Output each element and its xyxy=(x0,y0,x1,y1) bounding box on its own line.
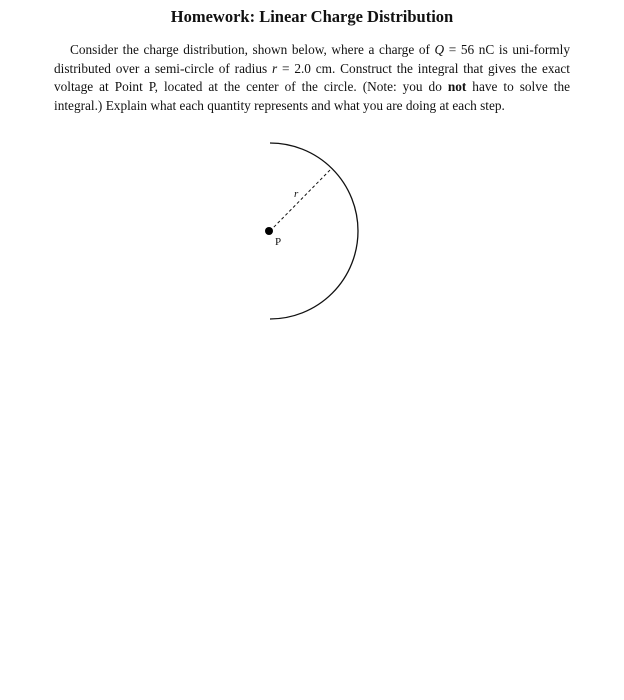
problem-text-part2: have to solve the integral.) Explain what each quantity represents and what you are doing at each step. xyxy=(54,79,570,113)
radius-symbol: r xyxy=(272,60,278,76)
point-label: P xyxy=(275,236,282,248)
radius-line xyxy=(270,168,332,231)
page-title: Homework: Linear Charge Distribution xyxy=(170,7,454,26)
charge-value: = 56 nC is uni-formly distributed over a semi-circle of radius xyxy=(54,42,570,76)
problem-text-part1: Consider the charge distribution, shown below, where a charge of xyxy=(70,42,435,57)
radius-label: r xyxy=(294,188,299,200)
charge-symbol: Q xyxy=(434,42,445,57)
semicircle-arc xyxy=(270,143,358,319)
emphasis-not: not xyxy=(447,79,467,95)
center-point-P xyxy=(265,227,273,235)
radius-value: = 2.0 cm. Construct the integral that gives the exact voltage at Point P, located at the center of the circle. (Note: you do xyxy=(54,60,570,95)
